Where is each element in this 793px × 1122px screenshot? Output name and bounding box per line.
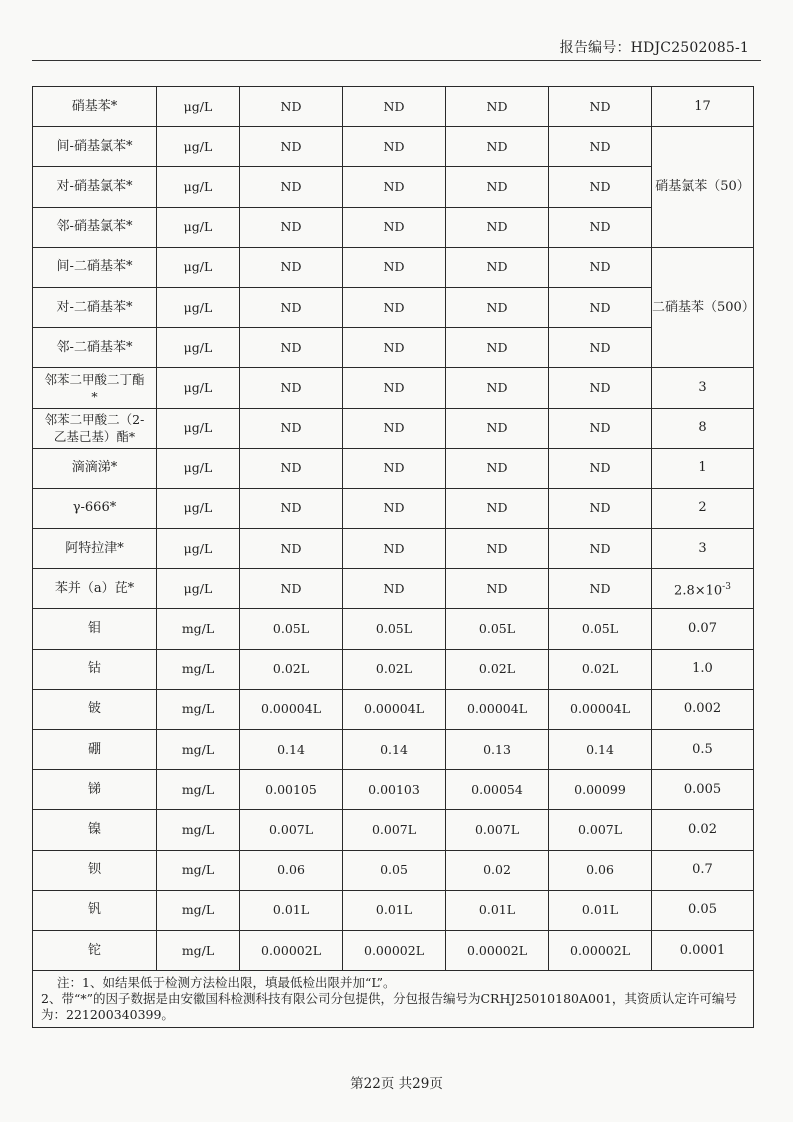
param-unit: μg/L <box>157 287 240 327</box>
result-value: 0.14 <box>240 730 343 770</box>
param-name: 硼 <box>33 730 157 770</box>
param-name: 钒 <box>33 890 157 930</box>
result-value: ND <box>446 488 549 528</box>
table-row <box>33 890 754 930</box>
param-name <box>33 408 157 448</box>
param-unit: μg/L <box>157 408 240 448</box>
limit-value-merged: 二硝基苯（500） <box>652 247 754 368</box>
page-footer: 第22页 共29页 <box>350 1076 443 1092</box>
param-unit: μg/L <box>157 569 240 609</box>
result-value: ND <box>343 328 446 368</box>
result-value: ND <box>446 328 549 368</box>
result-value: ND <box>549 569 652 609</box>
result-value: 0.01L <box>549 890 652 930</box>
result-value: 0.00004L <box>549 689 652 729</box>
result-value: ND <box>240 247 343 287</box>
table-row <box>33 569 754 609</box>
result-value: ND <box>240 529 343 569</box>
limit-value: 8 <box>652 408 754 448</box>
limit-value: 0.7 <box>652 850 754 890</box>
result-value: 0.06 <box>240 850 343 890</box>
param-name: 间-硝基氯苯* <box>33 127 157 167</box>
note-line-1: 注：1、如结果低于检测方法检出限，填最低检出限并加“L”。 <box>57 975 396 991</box>
result-value: 0.00004L <box>446 689 549 729</box>
limit-value: 1 <box>652 448 754 488</box>
limit-value: 0.005 <box>652 770 754 810</box>
param-name: 钴 <box>33 649 157 689</box>
limit-value: 3 <box>652 368 754 408</box>
result-value: ND <box>446 127 549 167</box>
table-row <box>33 87 754 127</box>
result-value: 0.05 <box>343 850 446 890</box>
result-value: ND <box>240 87 343 127</box>
report-number: 报告编号：HDJC2502085-1 <box>559 40 749 56</box>
limit-value <box>652 569 754 609</box>
result-value: 0.02L <box>343 649 446 689</box>
param-name: 滴滴涕* <box>33 448 157 488</box>
result-value: ND <box>446 529 549 569</box>
result-value: 0.00105 <box>240 770 343 810</box>
param-unit: μg/L <box>157 247 240 287</box>
result-value: ND <box>240 287 343 327</box>
result-value: ND <box>343 448 446 488</box>
table-row <box>33 287 754 327</box>
param-name: 苯并（a）芘* <box>33 569 157 609</box>
result-value: 0.13 <box>446 730 549 770</box>
result-value: ND <box>240 207 343 247</box>
table-row <box>33 609 754 649</box>
result-value: ND <box>549 247 652 287</box>
table-row <box>33 207 754 247</box>
limit-base: 2.8×10 <box>674 583 723 598</box>
result-value: ND <box>446 569 549 609</box>
limit-value: 0.5 <box>652 730 754 770</box>
result-value: ND <box>549 368 652 408</box>
param-unit: mg/L <box>157 890 240 930</box>
result-value: 0.00004L <box>240 689 343 729</box>
limit-value: 2 <box>652 488 754 528</box>
result-value: 0.00004L <box>343 689 446 729</box>
result-value: ND <box>446 167 549 207</box>
result-value: 0.007L <box>240 810 343 850</box>
notes-row <box>33 971 754 1028</box>
limit-value: 1.0 <box>652 649 754 689</box>
result-value: 0.05L <box>343 609 446 649</box>
result-value: 0.00002L <box>446 930 549 970</box>
result-value: ND <box>549 488 652 528</box>
param-name: 对-硝基氯苯* <box>33 167 157 207</box>
result-value: ND <box>549 287 652 327</box>
result-value: ND <box>549 448 652 488</box>
result-value: ND <box>343 127 446 167</box>
limit-exponent: -3 <box>722 581 731 592</box>
param-unit: μg/L <box>157 207 240 247</box>
param-name-line2: 乙基己基）酯* <box>53 429 136 445</box>
result-value: 0.00002L <box>240 930 343 970</box>
table-row <box>33 730 754 770</box>
result-value: ND <box>240 408 343 448</box>
result-value: 0.00054 <box>446 770 549 810</box>
result-value: ND <box>343 488 446 528</box>
result-value: ND <box>549 87 652 127</box>
table-row <box>33 408 754 448</box>
result-value: ND <box>446 448 549 488</box>
result-value: ND <box>549 207 652 247</box>
param-unit: mg/L <box>157 689 240 729</box>
param-name: 锑 <box>33 770 157 810</box>
param-unit: mg/L <box>157 930 240 970</box>
table-row <box>33 529 754 569</box>
param-unit: mg/L <box>157 850 240 890</box>
result-value: 0.05L <box>549 609 652 649</box>
result-value: ND <box>446 408 549 448</box>
param-name: 镍 <box>33 810 157 850</box>
param-name: 邻-二硝基苯* <box>33 328 157 368</box>
result-value: 0.02L <box>240 649 343 689</box>
result-value: 0.05L <box>240 609 343 649</box>
result-value: ND <box>240 167 343 207</box>
result-value: 0.05L <box>446 609 549 649</box>
param-unit: mg/L <box>157 649 240 689</box>
table-row <box>33 488 754 528</box>
param-unit: mg/L <box>157 770 240 810</box>
limit-value: 17 <box>652 87 754 127</box>
table-row <box>33 689 754 729</box>
result-value: ND <box>343 529 446 569</box>
result-value: ND <box>240 328 343 368</box>
note-line-2: 2、带“*”的因子数据是由安徽国科检测科技有限公司分包提供，分包报告编号为CRHJ25010180A001，其资质认定许可编号为：221200340399。 <box>41 991 737 1023</box>
result-value: 0.14 <box>343 730 446 770</box>
param-name: 钡 <box>33 850 157 890</box>
param-name: 间-二硝基苯* <box>33 247 157 287</box>
result-value: ND <box>343 368 446 408</box>
result-value: ND <box>446 368 549 408</box>
result-value: 0.06 <box>549 850 652 890</box>
param-unit: μg/L <box>157 368 240 408</box>
param-unit: μg/L <box>157 87 240 127</box>
param-name-line1: 邻苯二甲酸二丁酯 <box>44 371 145 387</box>
result-value: 0.01L <box>343 890 446 930</box>
param-name: 铊 <box>33 930 157 970</box>
result-value: 0.007L <box>343 810 446 850</box>
result-value: 0.14 <box>549 730 652 770</box>
result-value: 0.00099 <box>549 770 652 810</box>
result-value: 0.00002L <box>549 930 652 970</box>
result-value: ND <box>240 368 343 408</box>
result-value: ND <box>549 127 652 167</box>
limit-value: 0.05 <box>652 890 754 930</box>
param-name <box>33 368 157 408</box>
limit-value: 0.02 <box>652 810 754 850</box>
result-value: 0.01L <box>240 890 343 930</box>
param-name-line2: * <box>91 388 98 404</box>
result-value: ND <box>343 287 446 327</box>
result-value: 0.00103 <box>343 770 446 810</box>
result-value: 0.007L <box>549 810 652 850</box>
param-unit: mg/L <box>157 730 240 770</box>
param-name: γ-666* <box>33 488 157 528</box>
result-value: ND <box>446 287 549 327</box>
param-unit: μg/L <box>157 167 240 207</box>
table-row <box>33 930 754 970</box>
table-row <box>33 167 754 207</box>
limit-value: 0.07 <box>652 609 754 649</box>
result-value: 0.007L <box>446 810 549 850</box>
results-table <box>32 86 754 1028</box>
result-value: ND <box>240 488 343 528</box>
result-value: ND <box>549 408 652 448</box>
result-value: ND <box>343 167 446 207</box>
param-name: 邻-硝基氯苯* <box>33 207 157 247</box>
result-value: ND <box>240 569 343 609</box>
result-value: ND <box>446 247 549 287</box>
result-value: ND <box>343 569 446 609</box>
result-value: ND <box>343 247 446 287</box>
result-value: ND <box>343 87 446 127</box>
param-name: 硝基苯* <box>33 87 157 127</box>
table-row <box>33 850 754 890</box>
table-row <box>33 127 754 167</box>
param-unit: mg/L <box>157 609 240 649</box>
param-unit: μg/L <box>157 529 240 569</box>
param-unit: μg/L <box>157 488 240 528</box>
limit-value: 3 <box>652 529 754 569</box>
table-row <box>33 368 754 408</box>
param-name: 对-二硝基苯* <box>33 287 157 327</box>
result-value: 0.02 <box>446 850 549 890</box>
limit-value-merged: 硝基氯苯（50） <box>652 127 754 248</box>
limit-value: 0.002 <box>652 689 754 729</box>
header-rule <box>32 60 761 61</box>
notes <box>33 971 754 1028</box>
result-value: 0.02L <box>446 649 549 689</box>
table-row <box>33 448 754 488</box>
param-name: 阿特拉津* <box>33 529 157 569</box>
result-value: ND <box>240 127 343 167</box>
result-value: ND <box>446 207 549 247</box>
table-row <box>33 810 754 850</box>
result-value: ND <box>549 167 652 207</box>
result-value: ND <box>446 87 549 127</box>
table-row <box>33 328 754 368</box>
param-unit: mg/L <box>157 810 240 850</box>
limit-value: 0.0001 <box>652 930 754 970</box>
result-value: ND <box>343 207 446 247</box>
result-value: ND <box>549 328 652 368</box>
param-name: 钼 <box>33 609 157 649</box>
result-value: 0.01L <box>446 890 549 930</box>
result-value: ND <box>549 529 652 569</box>
table-row <box>33 649 754 689</box>
result-value: ND <box>240 448 343 488</box>
param-unit: μg/L <box>157 328 240 368</box>
param-name: 铍 <box>33 689 157 729</box>
table-row <box>33 247 754 287</box>
param-name-line1: 邻苯二甲酸二（2- <box>44 412 145 428</box>
param-unit: μg/L <box>157 448 240 488</box>
result-value: 0.02L <box>549 649 652 689</box>
table-row <box>33 770 754 810</box>
result-value: ND <box>343 408 446 448</box>
param-unit: μg/L <box>157 127 240 167</box>
result-value: 0.00002L <box>343 930 446 970</box>
